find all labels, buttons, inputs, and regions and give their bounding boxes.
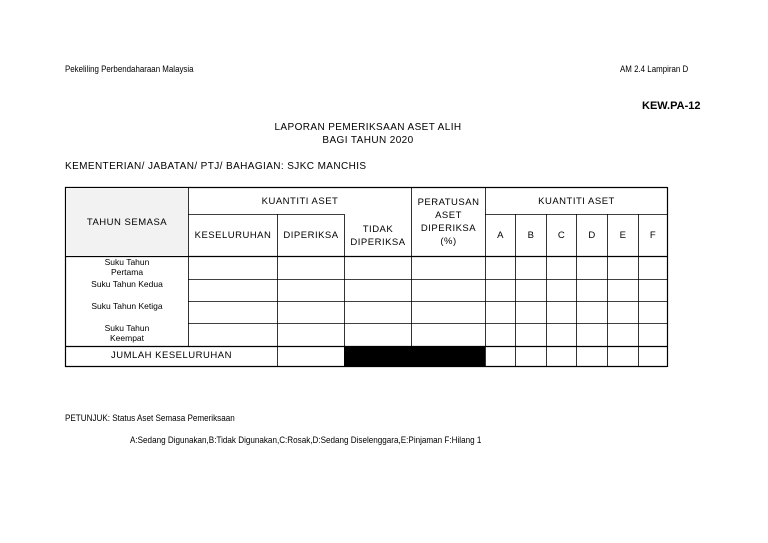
row-label: Suku Tahun Pertama <box>104 257 150 277</box>
header-peratusan: PERATUSAN ASET DIPERIKSA (%) <box>417 197 480 247</box>
header-tahun-semasa: TAHUN SEMASA <box>86 216 168 228</box>
row-label: Suku Tahun Ketiga <box>91 301 163 311</box>
form-code: KEW.PA-12 <box>642 100 701 112</box>
header-status-a: A <box>497 230 504 241</box>
header-kuantiti-aset: KUANTITI ASET <box>261 195 339 207</box>
header-status-e: E <box>619 230 627 241</box>
circular-reference: Pekeliling Perbendaharaan Malaysia <box>65 64 194 74</box>
header-status-c: C <box>557 230 566 241</box>
status-legend: A:Sedang Digunakan,B:Tidak Digunakan,C:Rosak,D:Sedang Diselenggara,E:Pinjaman F:Hilang 1 <box>130 435 482 445</box>
total-label: JUMLAH KESELURUHAN <box>111 349 232 361</box>
header-status-d: D <box>588 230 596 241</box>
header-kuantiti-status: KUANTITI ASET <box>538 195 615 207</box>
ministry-line: KEMENTERIAN/ JABATAN/ PTJ/ BAHAGIAN: SJKC MANCHIS <box>65 161 367 172</box>
header-keseluruhan: KESELURUHAN <box>194 230 272 241</box>
header-status-f: F <box>649 230 657 241</box>
report-title: LAPORAN PEMERIKSAAN ASET ALIH <box>274 122 462 133</box>
header-diperiksa: DIPERIKSA <box>283 230 339 241</box>
appendix-reference: AM 2.4 Lampiran D <box>620 64 689 74</box>
report-year: BAGI TAHUN 2020 <box>322 135 414 146</box>
row-label: Suku Tahun Kedua <box>91 279 163 289</box>
header-status-b: B <box>527 230 535 241</box>
row-label: Suku Tahun Keempat <box>104 323 150 343</box>
guide-note: PETUNJUK: Status Aset Semasa Pemeriksaan <box>65 413 235 423</box>
header-tidak-diperiksa: TIDAK DIPERIKSA <box>350 223 406 248</box>
